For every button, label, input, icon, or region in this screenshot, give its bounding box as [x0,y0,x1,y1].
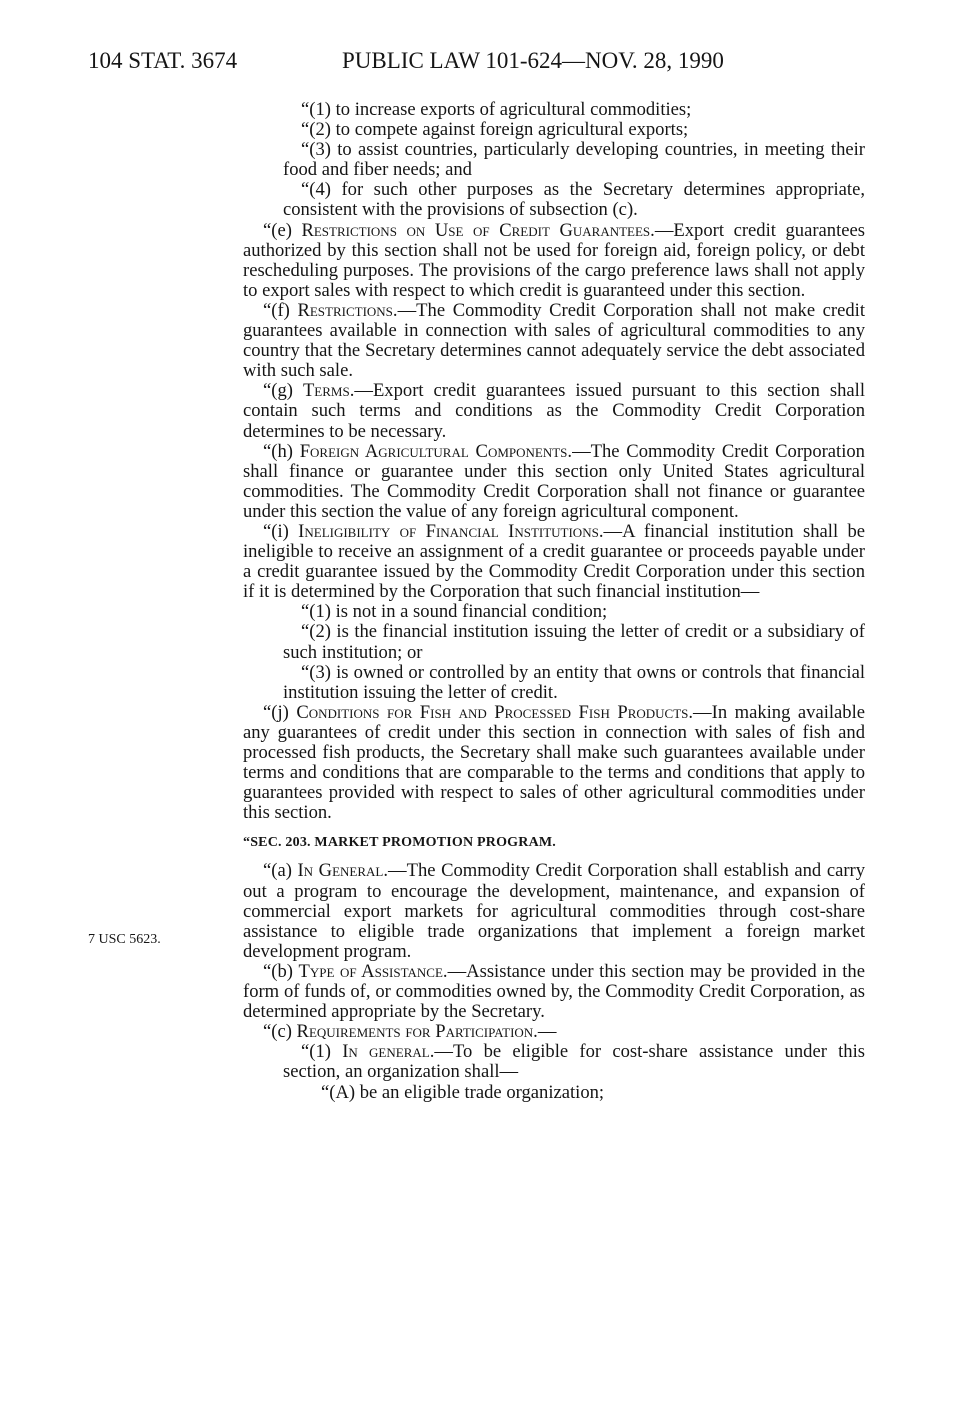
page-reference: 104 STAT. 3674 [88,48,238,73]
subsection-j-label: “(j) [263,701,297,723]
subsection-e-text: —Export credit guarantees authorized by this section shall not be used for foreign aid, foreign policy, or debt rescheduling purposes. The provisions of the cargo preference laws shall not apply to export sales with respect to which credit is guaranteed under this section. [243,219,865,301]
subsection-h-label: “(h) [263,440,300,462]
subsection-i-heading: Ineligibility of Financial Institutions. [298,520,604,542]
sec203-c-text: — [537,1021,557,1043]
sec203-c1-text: —To be eligible for cost-share assistance under this section, an organization shall— [283,1041,866,1083]
sec203-subsection-b [243,962,865,1022]
paragraph-d-4: “(4) for such other purposes as the Secretary determines appropriate, consistent with the provisions of subsection (c). [283,179,865,221]
paragraph-d-1: “(1) to increase exports of agricultural commodities; [301,99,692,120]
paragraph-i-2: “(2) is the financial institution issuing the letter of credit or a subsidiary of such institution; or [283,621,865,663]
paragraph-i-1: “(1) is not in a sound financial condition; [301,601,608,623]
subsection-e-heading: Restrictions on Use of Credit Guarantees. [301,219,655,241]
statute-body [243,100,865,1103]
sec203-c-heading: Requirements for Participation. [296,1021,538,1043]
sec203-subsection-c [243,1022,865,1042]
sec203-c1-subparagraph-a: “(A) be an eligible trade organization; [321,1081,605,1103]
subsection-f [243,301,865,381]
subsection-g [243,381,865,441]
subsection-j-heading: Conditions for Fish and Processed Fish Products. [296,701,694,723]
paragraph-i-3: “(3) is owned or controlled by an entity that owns or controls that financial institution issuing the letter of credit. [283,661,865,703]
subsection-e [243,221,865,301]
subsection-j-text: —In making available any guarantees of credit under this section in connection with sales of fish and processed fish products, the Secretary shall make such guarantees available under terms and conditions that are comparable to the terms and conditions that apply to guarantees provided with respect to sales of other agricultural commodities under this section. [243,701,866,824]
subsection-g-label: “(g) [263,380,303,402]
sec203-c1-label: “(1) [301,1041,343,1063]
subsection-f-heading: Restrictions. [297,299,398,321]
paragraph-d-3: “(3) to assist countries, particularly developing countries, in meeting their food and fiber needs; and [283,139,865,181]
subsection-i [243,522,865,602]
subsection-i-text: —A financial institution shall be ineligible to receive an assignment of a credit guarantee or proceeds payable under a credit guarantee issued by the Commodity Credit Corporation under this section if it is determined by the Corporation that such financial institution— [243,520,866,603]
sec203-c1-heading: In general. [342,1041,435,1063]
usc-citation-margin-note: 7 USC 5623. [88,932,161,947]
sec203-b-heading: Type of Assistance. [298,960,448,982]
running-header: PUBLIC LAW 101-624—NOV. 28, 1990 [342,48,724,73]
subsection-h [243,442,865,522]
subsection-h-heading: Foreign Agricultural Components. [299,440,573,462]
subsection-f-label: “(f) [263,299,298,321]
sec203-a-text: —The Commodity Credit Corporation shall establish and carry out a program to encourage the development, maintenance, and expansion of commercial export markets for agricultural commodities through cost-share assistance to eligible trade organizations that implement a foreign market development program. [243,860,865,962]
sec203-c-label: “(c) [263,1021,297,1043]
sec203-a-heading: In General. [297,860,388,882]
subsection-g-heading: Terms. [302,380,355,402]
subsection-j [243,703,865,824]
subsection-g-text: —Export credit guarantees issued pursuant to this section shall contain such terms and conditions as the Commodity Credit Corporation determines to be necessary. [243,380,865,442]
subsection-e-label: “(e) [263,219,302,241]
subsection-i-label: “(i) [263,520,299,542]
sec203-b-label: “(b) [263,960,299,982]
sec203-c-paragraph-1 [243,1042,865,1082]
sec203-subsection-a [243,861,865,961]
subsection-f-text: —The Commodity Credit Corporation shall not make credit guarantees available in connection with sales of agricultural commodities to any country that the Secretary determines cannot adequately service the debt associated with such sale. [243,299,866,382]
sec203-b-text: —Assistance under this section may be provided in the form of funds of, or commodities owned by, the Commodity Credit Corporation, as determined appropriate by the Secretary. [243,960,865,1023]
sec203-a-label: “(a) [263,860,298,882]
section-203-heading: “SEC. 203. MARKET PROMOTION PROGRAM. [243,835,556,851]
subsection-h-text: —The Commodity Credit Corporation shall finance or guarantee under this section only United States agricultural commodities. The Commodity Credit Corporation shall not finance or guarantee under this section the value of any foreign agricultural component. [243,440,865,522]
paragraph-d-2: “(2) to compete against foreign agricultural exports; [301,119,689,141]
